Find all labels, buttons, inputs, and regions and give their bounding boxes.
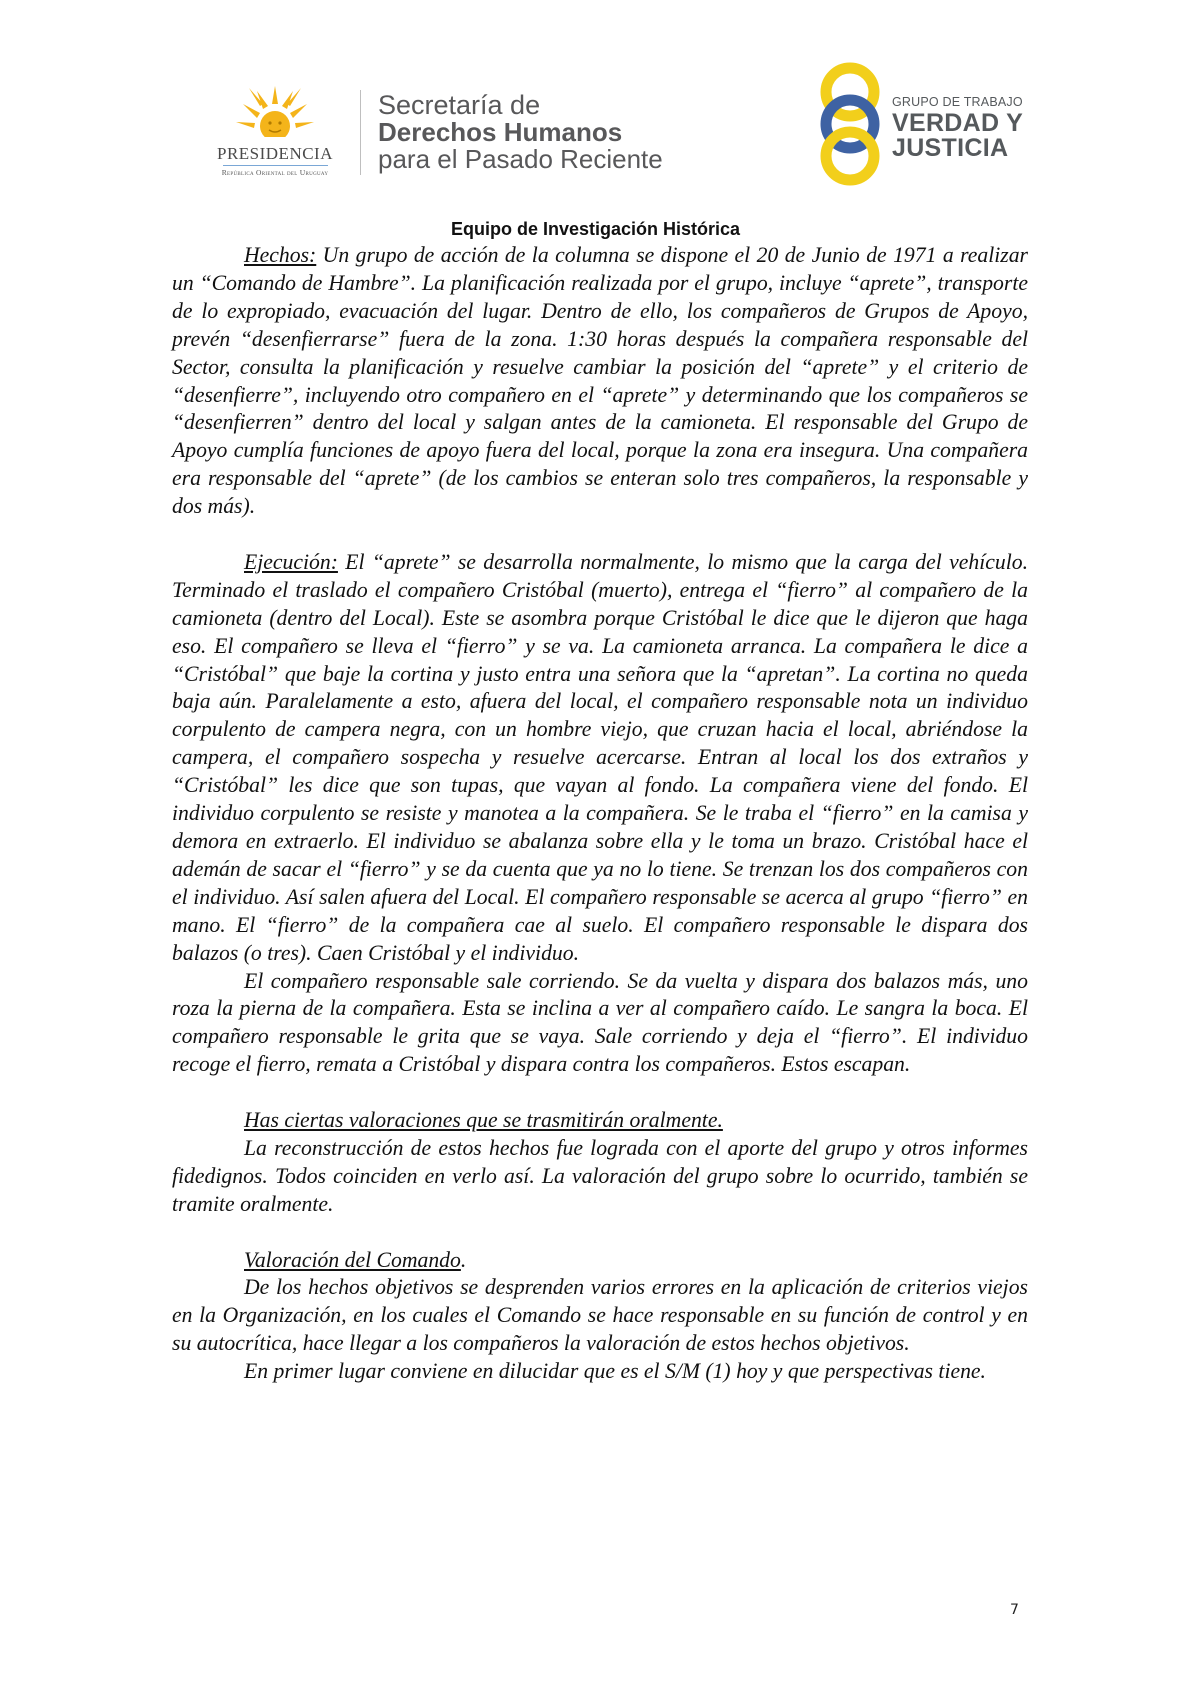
presidencia-name: PRESIDENCIA — [216, 144, 333, 163]
page-number: 7 — [1010, 1602, 1019, 1618]
ejecucion-heading: Ejecución: — [244, 549, 338, 574]
secretaria-line3: para el Pasado Reciente — [378, 144, 663, 174]
valoracion-comando-paragraph-2: En primer lugar conviene en dilucidar que es el S/M (1) hoy y que perspectivas tiene. — [244, 1359, 986, 1384]
page-header — [0, 0, 1191, 220]
sun-icon — [233, 82, 317, 142]
team-title: Equipo de Investigación Histórica — [450, 219, 741, 239]
secretaria-line2: Derechos Humanos — [378, 117, 623, 147]
linked-rings-icon — [810, 62, 890, 187]
verdad-justicia-logo — [810, 62, 1024, 187]
valoracion-comando-paragraph-1: De los hechos objetivos se desprenden varios errores en la aplicación de criterios viejos en la Organización, en los cuales el Comando se hace responsable en su función de control y en su autocrítica, hace llegar a los compañeros la valoración de estos hechos objetivos. — [172, 1275, 1028, 1356]
justicia-label: JUSTICIA — [892, 134, 1009, 162]
verdad-label: VERDAD Y — [892, 109, 1024, 137]
secretaria-title — [378, 92, 663, 173]
ejecucion-paragraph — [172, 549, 1028, 968]
header-divider — [360, 90, 361, 175]
presidencia-subtitle: República Oriental del Uruguay — [221, 168, 329, 177]
valoracion-comando-heading: Valoración del Comando — [244, 1247, 461, 1272]
valoracion-comando-heading-line — [172, 1247, 1028, 1275]
valoraciones-heading-line — [172, 1107, 1028, 1135]
valoraciones-paragraph: La reconstrucción de estos hechos fue lograda con el aporte del grupo y otros informes fidedignos. Todos coinciden en verlo así. La valoración del grupo sobre lo ocurrido, también se tramite oralmente. — [172, 1135, 1028, 1216]
ejecucion-paragraph-2: El compañero responsable sale corriendo. Se da vuelta y dispara dos balazos más, uno roza la pierna de la compañera. Esta se inclina a ver al compañero caído. Le sangra la boca. El compañero responsable le grita que se vaya. Sale corriendo y deja el “fierro”. El individuo recoge el fierro, remata a Cristóbal y dispara contra los compañeros. Estos escapan. — [172, 968, 1028, 1077]
hechos-text: Un grupo de acción de la columna se dispone el 20 de Junio de 1971 a realizar un “Comando de Hambre”. La planificación realizada por el grupo, incluye “aprete”, transporte de lo expropiado, evacuación del lugar. Dentro de ello, los compañeros de Grupos de Apoyo, prevén “desenfierrarse” fuera de la zona. 1:30 horas después la compañera responsable del Sector, consulta la planificación y resuelve cambiar la posición del “aprete” y el criterio de “desenfierre”, incluyendo otro compañero en el “aprete” y determinando que los compañeros se “desenfierren” dentro del local y salgan antes de la camioneta. El responsable del Grupo de Apoyo cumplía funciones de apoyo fuera del local, porque la zona era insegura. Una compañera era responsable del “aprete” (de los cambios se enteran solo tres compañeros, la responsable y dos más). — [172, 243, 1028, 519]
hechos-heading: Hechos: — [244, 243, 317, 267]
hechos-paragraph — [172, 242, 1028, 521]
secretaria-line1: Secretaría de — [378, 90, 541, 120]
document-body — [172, 242, 1028, 1386]
valoracion-comando-heading-suffix: . — [460, 1247, 467, 1272]
presidencia-rule — [223, 165, 328, 166]
grupo-trabajo-label: GRUPO DE TRABAJO — [892, 95, 1023, 109]
ejecucion-text: El “aprete” se desarrolla normalmente, lo mismo que la carga del vehículo. Terminado el traslado el compañero Cristóbal (muerto), entrega el “fierro” al compañero de la camioneta (dentro del Local). Este se asombra porque Cristóbal le dice que le dijeron que haga eso. El compañero se lleva el “fierro” y se va. La camioneta arranca. La compañera le dice a “Cristóbal” que baje la cortina y justo entra una señora que la “apretan”. La cortina no queda baja aún. Paralelamente a esto, afuera del local, el compañero responsable nota un individuo corpulento de campera negra, con un hombre viejo, que cruzan hacia el local, abriéndose la campera, el compañero sospecha y resuelve acercarse. Entran al local los dos extraños y “Cristóbal” les dice que son tupas, que vayan al fondo. La compañera viene del fondo. El individuo corpulento se resiste y manotea a la compañera. Se le traba el “fierro” en la camisa y demora en extraerlo. El individuo se abalanza sobre ella y le toma un brazo. Cristóbal hace el ademán de sacar el “fierro” y se da cuenta que ya no lo tiene. Se trenzan los dos compañeros con el individuo. Así salen afuera del Local. El compañero responsable se acerca al grupo “fierro” en mano. El “fierro” de la compañera cae al suelo. El compañero responsable le dispara dos balazos (o tres). Caen Cristóbal y el individuo. — [172, 549, 1028, 965]
presidencia-logo — [195, 82, 355, 182]
valoraciones-heading: Has ciertas valoraciones que se trasmitirán oralmente. — [244, 1108, 723, 1133]
